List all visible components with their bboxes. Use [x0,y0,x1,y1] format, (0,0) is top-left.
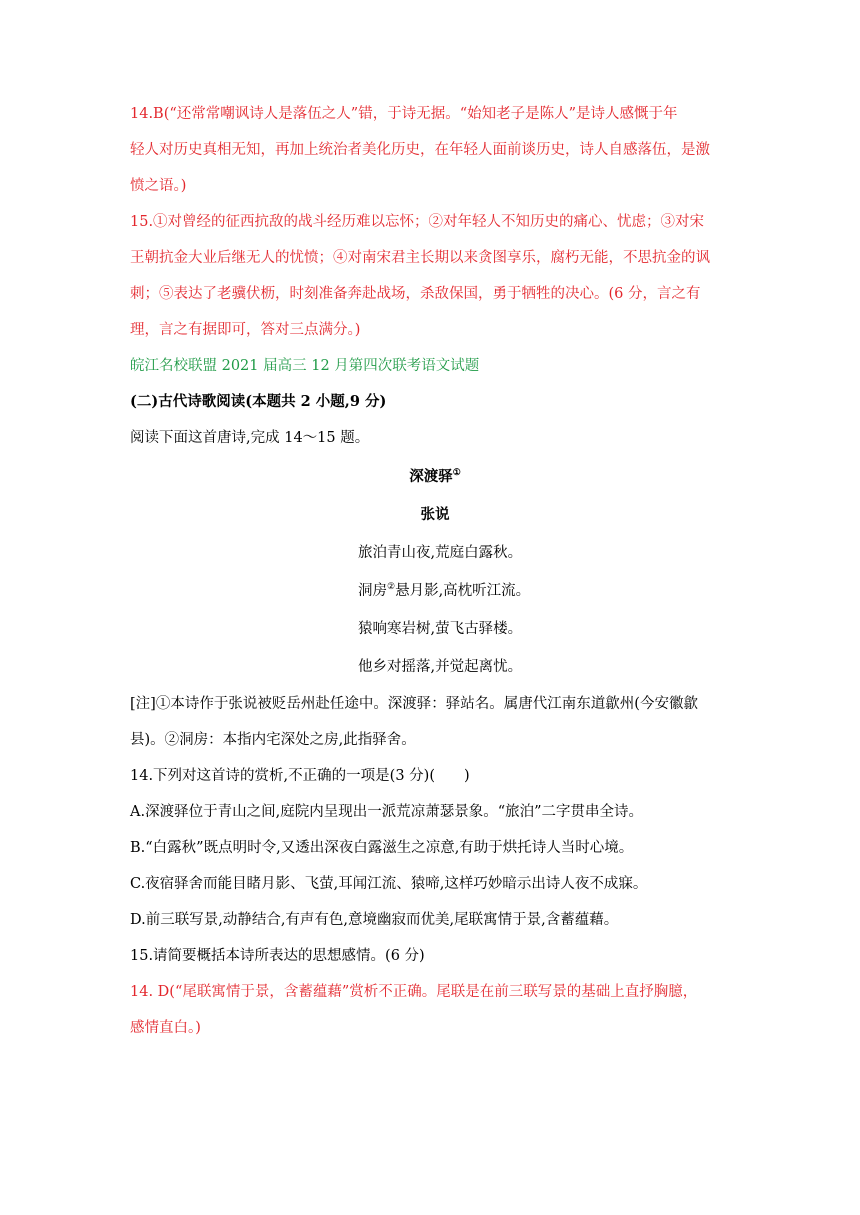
poem-author: 张说 [420,506,450,523]
notes-line: [注]①本诗作于张说被贬岳州赴任途中。深渡驿：驿站名。属唐代江南东道歙州(今安徽歙 [130,696,698,712]
poem-line-3: 猿响寒岩树,萤飞古驿楼。 [358,621,523,637]
answer-line: 15.①对曾经的征西抗敌的战斗经历难以忘怀；②对年轻人不知历史的痛心、忧虑；③对宋 [130,214,705,230]
poem-title-note-mark: ① [452,468,461,479]
answer-line: 14. D(“尾联寓情于景，含蓄蕴藉”赏析不正确。尾联是在前三联写景的基础上直抒胸臆， [130,984,698,1000]
question-14-stem: 14.下列对这首诗的赏析,不正确的一项是(3 分)( ) [130,768,470,784]
poem-line-2-post: 悬月影,高枕听江流。 [395,583,531,599]
question-14-option-b: B.“白露秋”既点明时令,又透出深夜白露滋生之凉意,有助于烘托诗人当时心境。 [130,840,634,856]
source-title: 皖江名校联盟 2021 届高三 12 月第四次联考语文试题 [130,358,480,374]
answer-15-top [130,204,740,348]
answer-line: 王朝抗金大业后继无人的忧愤；④对南宋君主长期以来贪图享乐，腐朽无能，不思抗金的讽 [130,250,710,266]
question-15-stem: 15.请简要概括本诗所表达的思想感情。(6 分) [130,948,425,964]
answer-line: 感情直白。) [130,1020,201,1036]
answer-line: 14.B(“还常常嘲讽诗人是落伍之人”错，于诗无据。“始知老子是陈人”是诗人感慨于年 [130,106,678,122]
section-heading: (二)古代诗歌阅读(本题共 2 小题,9 分) [130,393,387,410]
poem-title-text: 深渡驿 [409,468,453,485]
poem-line-4: 他乡对摇落,并觉起离忧。 [358,659,523,675]
answer-14-top [130,96,740,204]
poem-title [130,458,740,496]
poem-line-2-note-mark: ② [387,582,396,593]
poem-line-1: 旅泊青山夜,荒庭白露秋。 [358,545,523,561]
answer-14-bottom [130,974,740,1046]
poem-notes [130,686,740,758]
poem-line-2-pre: 洞房 [358,583,387,599]
answer-line: 刺；⑤表达了老骥伏枥，时刻准备奔赴战场，杀敌保国，勇于牺牲的决心。(6 分，言之有 [130,286,701,302]
instruction-text: 阅读下面这首唐诗,完成 14～15 题。 [130,430,370,446]
answer-line: 愤之语。) [130,178,187,194]
poem-line-2 [130,572,740,610]
answer-line: 轻人对历史真相无知，再加上统治者美化历史，在年轻人面前谈历史，诗人自感落伍，是激 [130,142,710,158]
answer-line: 理，言之有据即可，答对三点满分。) [130,322,361,338]
question-14-option-c: C.夜宿驿舍而能目睹月影、飞萤,耳闻江流、猿啼,这样巧妙暗示出诗人夜不成寐。 [130,876,648,892]
notes-line: 县)。②洞房：本指内宅深处之房,此指驿舍。 [130,732,416,748]
question-14-option-d: D.前三联写景,动静结合,有声有色,意境幽寂而优美,尾联寓情于景,含蓄蕴藉。 [130,912,619,928]
question-14-option-a: A.深渡驿位于青山之间,庭院内呈现出一派荒凉萧瑟景象。“旅泊”二字贯串全诗。 [130,804,644,820]
document-page [130,96,740,1046]
